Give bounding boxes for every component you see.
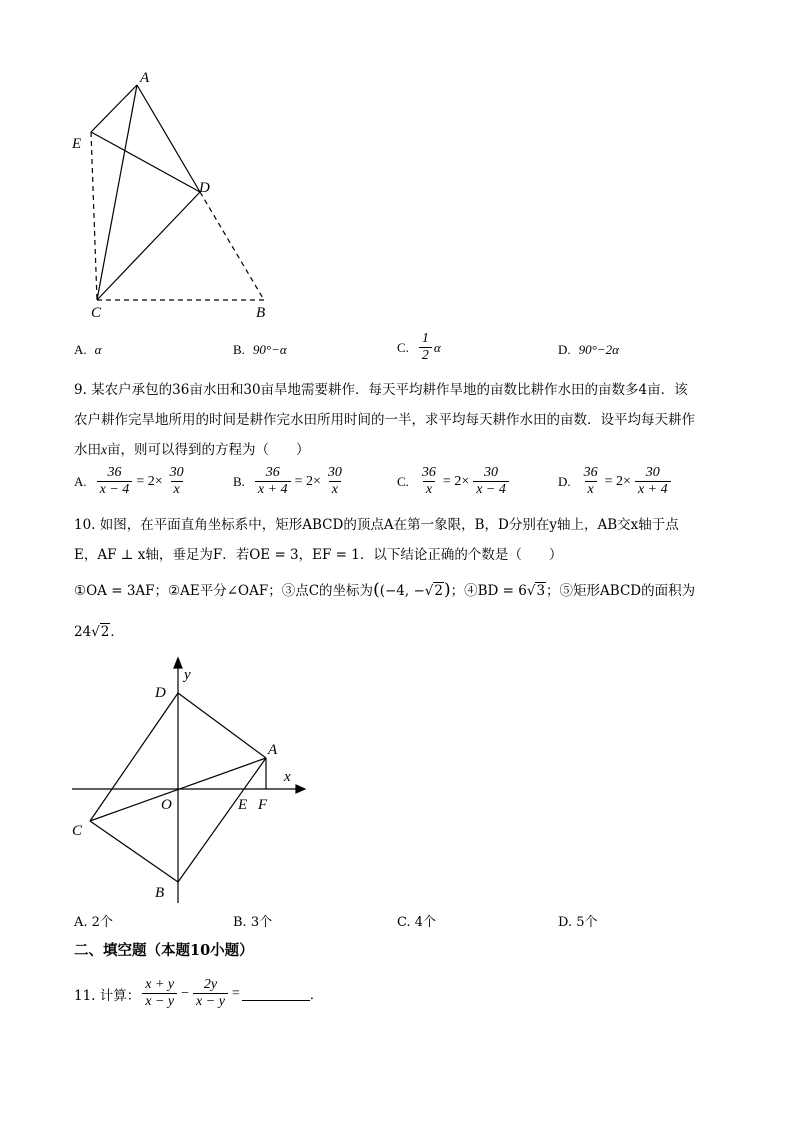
q10-option-a: A. 2个 xyxy=(74,915,113,930)
label-E: E xyxy=(72,136,82,152)
seg-ED xyxy=(91,132,200,192)
figure-q8 xyxy=(60,65,290,330)
q9-option-d: D. $\frac{36}{x}$ = 2× $\frac{30}{x + 4}$ xyxy=(558,465,673,498)
label-A: A xyxy=(268,742,278,758)
q8-option-c: C. $\frac{1}{2}$ α xyxy=(397,331,441,364)
q9-option-c: C. $\frac{36}{x}$ = 2× $\frac{30}{x - 4}$ xyxy=(397,465,511,498)
label-O: O xyxy=(161,797,172,813)
q10-line4: 24√2． xyxy=(74,624,124,640)
q10-option-b: B. 3个 xyxy=(233,915,273,930)
q10-option-d: D. 5个 xyxy=(558,915,598,930)
label-F: F xyxy=(258,797,268,813)
q8-option-b: B. 90°−α xyxy=(233,342,287,357)
label-B: B xyxy=(256,305,266,321)
answer-blank[interactable] xyxy=(242,986,310,1001)
seg-EC-dashed xyxy=(91,132,97,300)
q8-option-a: A. α xyxy=(74,342,102,357)
seg-AD xyxy=(137,85,200,192)
q10-option-c: C. 4个 xyxy=(397,915,437,930)
seg-AB xyxy=(178,758,266,882)
q10-line3: ①OA = 3AF；②AE平分∠OAF；③点C的坐标为((−4, −√2)；④BD = 6√3；⑤矩形ABCD的面积为 xyxy=(74,580,696,600)
seg-DA xyxy=(178,693,266,758)
seg-AC xyxy=(97,85,137,300)
label-E: E xyxy=(238,797,248,813)
q10-line2: E，AF ⊥ x轴，垂足为F．若OE = 3，EF = 1．以下结论正确的个数是（ ） xyxy=(74,547,563,563)
label-D: D xyxy=(155,685,166,701)
q8-option-d: D. 90°−2α xyxy=(558,342,619,357)
q11: 11. 计算： $\frac{x + y}{x - y}$ − $\frac{2y}{x - y}$ = ． xyxy=(74,977,323,1010)
x-axis-arrow xyxy=(296,785,305,793)
q9-option-b: B. $\frac{36}{x + 4}$ = 2× $\frac{30}{x}$ xyxy=(233,465,342,498)
y-axis-arrow xyxy=(174,658,182,668)
q9-line1: 9. 某农户承包的36亩水田和30亩旱地需要耕作．每天平均耕作旱地的亩数比耕作水田的亩数多4亩．该 xyxy=(74,382,688,398)
label-A: A xyxy=(140,70,150,86)
seg-BC xyxy=(90,821,178,882)
label-D: D xyxy=(199,180,210,196)
label-y: y xyxy=(184,667,191,683)
seg-DB-dashed xyxy=(200,192,264,300)
q10-line1: 10. 如图，在平面直角坐标系中，矩形ABCD的顶点A在第一象限，B，D分别在y轴上，AB交x轴于点 xyxy=(74,517,679,533)
q9-option-a: A. $\frac{36}{x - 4}$ = 2× $\frac{30}{x}$ xyxy=(74,465,184,498)
q9-line3: 水田x亩，则可以得到的方程为（ ） xyxy=(74,442,310,458)
label-B: B xyxy=(155,885,165,901)
seg-DC xyxy=(97,192,200,300)
fraction: $\frac{1}{2}$ xyxy=(419,331,432,364)
label-C: C xyxy=(91,305,102,321)
label-C: C xyxy=(72,823,83,839)
label-x: x xyxy=(284,769,291,785)
figure-q10 xyxy=(60,655,320,910)
section-title: 二、填空题（本题10小题） xyxy=(74,942,254,959)
q9-line2: 农户耕作完旱地所用的时间是耕作完水田所用时间的一半，求平均每天耕作水田的亩数．设平均每天耕作 xyxy=(74,412,695,428)
